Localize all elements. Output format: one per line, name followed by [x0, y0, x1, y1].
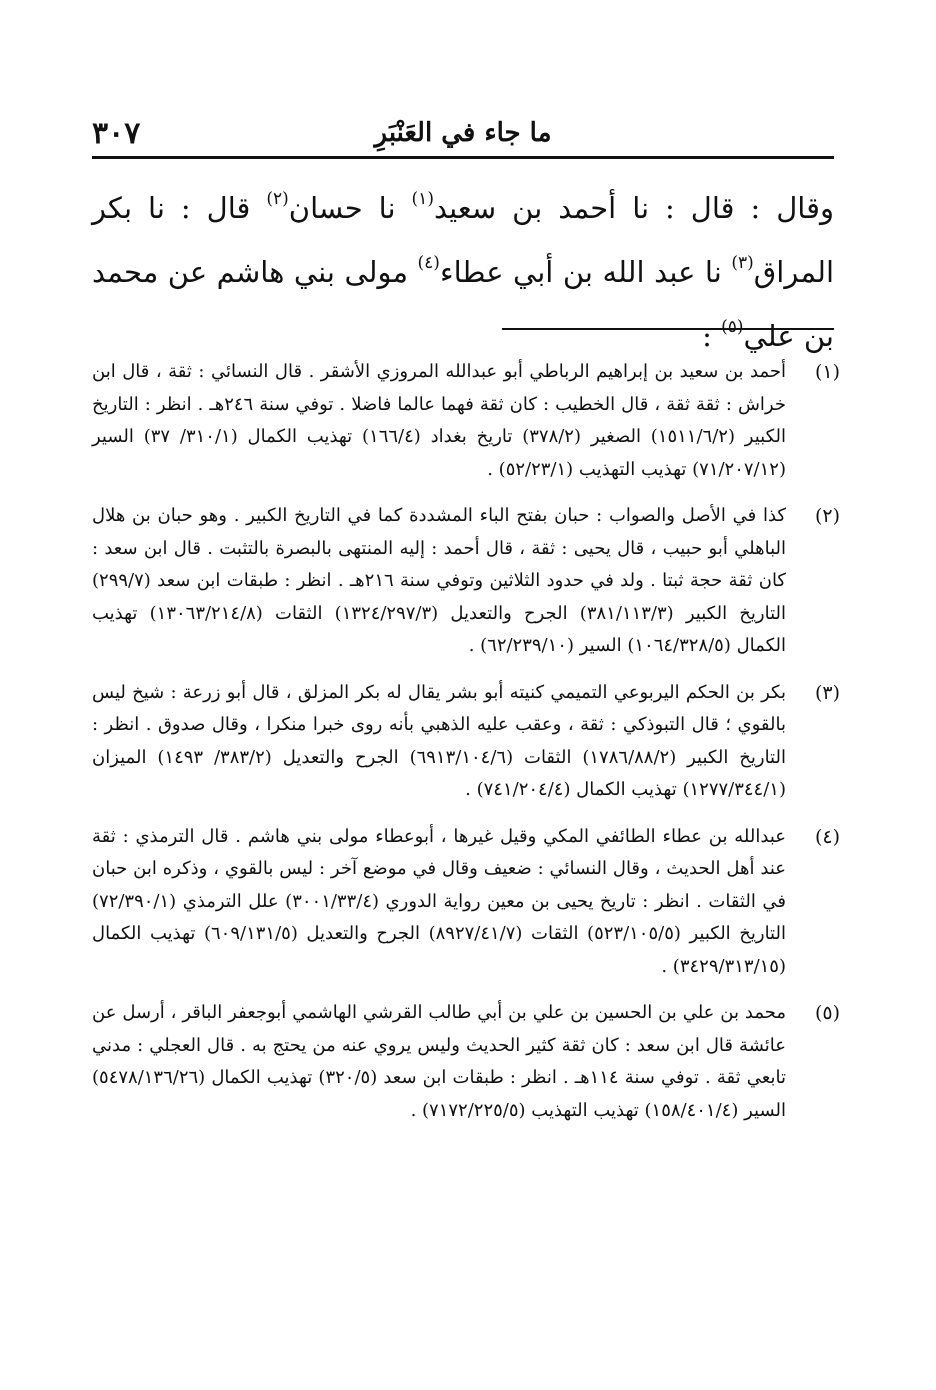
main-text-segment: وقال : قال : نا أحمد بن سعيد — [433, 191, 834, 225]
footnote-text: كذا في الأصل والصواب : حبان بفتح الباء المشددة كما في التاريخ الكبير . وهو حبان بن هلال الباهلي أبو حبيب ، قال يحيى : ثقة ، قال أحمد : إليه المنتهى بالبصرة بالتثبت . قال ابن سعد : كان ثقة حجة ثبتا . ولد في حدود الثلاثين وتوفي سنة ٢١٦هـ . انظر : طبقات ابن سعد (٢٩٩/٧) التاريخ الكبير (٣٨١/١١٣/٣) الجرح والتعديل (١٣٢٤/٢٩٧/٣) الثقات (١٣٠٦٣/٢١٤/٨) تهذيب الكمال (١٠٦٤/٣٢٨/٥) السير (٦٢/٢٣٩/١٠) . — [92, 505, 786, 656]
page-number: ٣٠٧ — [92, 116, 141, 151]
footnote-text: بكر بن الحكم اليربوعي التميمي كنيته أبو بشر يقال له بكر المزلق ، قال أبو زرعة : شيخ ليس بالقوي ؛ قال التبوذكي : ثقة ، وعقب عليه الذهبي بأنه روى خبرا منكرا ، وقال صدوق . انظر : التاريخ الكبير (١٧٨٦/٨٨/٢) الثقات (٦٩١٣/١٠٤/٦) الجرح والتعديل (٣٨٣/٢/ ١٤٩٣) الميزان (١٢٧٧/٣٤٤/١) تهذيب الكمال (٧٤١/٢٠٤/٤) . — [92, 681, 786, 800]
main-text-segment: قال : نا بكر المراق — [92, 191, 834, 289]
footnote-number: (١) — [814, 361, 840, 383]
footnote-number: (٢) — [814, 505, 840, 527]
footnote — [92, 677, 840, 807]
running-title: ما جاء في العَنْبَرِ — [374, 118, 552, 148]
page-header — [92, 110, 834, 159]
main-text-segment: نا عبد الله بن أبي عطاء — [439, 255, 732, 289]
footnote-number: (٣) — [814, 681, 840, 704]
footnotes — [92, 356, 840, 1141]
footnote-number: (٤) — [814, 825, 840, 848]
main-text — [92, 176, 834, 368]
footnote — [92, 356, 840, 486]
main-text-segment: : — [702, 319, 722, 353]
footnote-text: عبدالله بن عطاء الطائفي المكي وقيل غيرها ، أبوعطاء مولى بني هاشم . قال الترمذي : ثقة عند أهل الحديث ، وقال النسائي : ضعيف وقال في موضع آخر : ليس بالقوي ، وذكره ابن حبان في الثقات . انظر : تاريخ يحيى بن معين رواية الدوري (٣٠٠١/٣٣/٤) علل الترمذي (٧٢/٣٩٠/١) التاريخ الكبير (٥٢٣/١٠٥/٥) الثقات (٨٩٢٧/٤١/٧) الجرح والتعديل (٦٠٩/١٣١/٥) تهذيب الكمال (٣٤٢٩/٣١٣/١٥) . — [92, 825, 786, 977]
footnote — [92, 997, 840, 1127]
footnote-separator — [502, 328, 834, 330]
footnote-number: (٥) — [814, 1002, 840, 1024]
main-text-segment: نا حسان — [288, 191, 412, 225]
footnote — [92, 821, 840, 984]
footnote-text: أحمد بن سعيد بن إبراهيم الرباطي أبو عبدالله المروزي الأشقر . قال النسائي : ثقة ، قال ابن خراش : ثقة ثقة ، قال الخطيب : كان ثقة فهما عالما فاضلا . توفي سنة ٢٤٦هـ . انظر : التاريخ الكبير (١٥١١/٦/٢) الصغير (٣٧٨/٢) تاريخ بغداد (١٦٦/٤) تهذيب الكمال (٣١٠/١/ ٣٧) السير (٧١/٢٠٧/١٢) تهذيب التهذيب (٥٢/٢٣/١) . — [92, 361, 786, 480]
footnote-text: محمد بن علي بن الحسين بن علي بن أبي طالب القرشي الهاشمي أبوجعفر الباقر ، أرسل عن عائشة قال ابن سعد : كان ثقة كثير الحديث وليس يروي عنه من يحتج به . قال العجلي : مدني تابعي ثقة . توفي سنة ١١٤هـ . انظر : طبقات ابن سعد (٣٢٠/٥) تهذيب الكمال (٥٤٧٨/١٣٦/٢٦) السير (١٥٨/٤٠١/٤) تهذيب التهذيب (٧١٧٢/٢٢٥/٥) . — [92, 1002, 786, 1121]
footnote-ref: (٤) — [417, 253, 440, 273]
footnote-ref: (٥) — [721, 317, 744, 337]
footnote — [92, 500, 840, 663]
footnote-ref: (٣) — [731, 253, 754, 273]
footnote-ref: (١) — [411, 189, 434, 209]
footnote-ref: (٢) — [266, 189, 289, 209]
main-text-segment: مولى بني هاشم عن محمد بن علي — [92, 255, 834, 353]
